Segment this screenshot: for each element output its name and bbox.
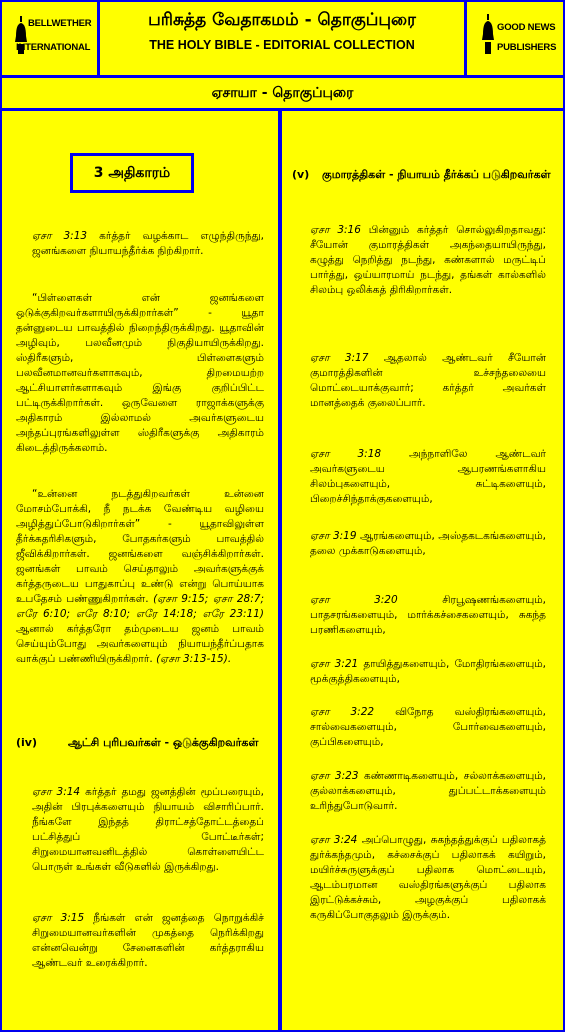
cross-references: (ஏசா 9:15; ஏசா 28:7; எரே 6:10; எரே 8:10; எரே 14:18; எரே 23:11) xyxy=(16,593,264,620)
paragraph-3-24 xyxy=(310,833,546,923)
right-column xyxy=(282,111,563,1030)
paragraph-3-19 xyxy=(310,529,546,559)
section-number: (v) xyxy=(292,168,310,181)
paragraph-3-21 xyxy=(310,657,546,687)
paragraph-3-23 xyxy=(310,769,546,814)
subtitle: ஏசாயா - தொகுப்புரை xyxy=(211,85,354,101)
chapter-box xyxy=(70,153,194,193)
verse-ref: ஏசா 3:14 xyxy=(32,786,81,798)
paragraph-commentary-1 xyxy=(16,291,264,456)
verse-ref: ஏசா 3:15 xyxy=(32,912,85,924)
paragraph-3-16 xyxy=(310,223,546,298)
right-logo-line2: PUBLISHERS xyxy=(497,42,557,53)
bell-icon xyxy=(481,14,495,58)
section-number: (iv) xyxy=(16,736,37,749)
left-logo-box xyxy=(2,2,97,75)
title-box xyxy=(100,2,464,75)
commentary-text: “உன்னை நடத்துகிறவர்கள் உன்னை மோசம்போக்கி, நீ நடக்க வேண்டிய வழியை அழித்துப்போடுகிறார்கள்” - யூதாவிலுள்ள தீர்க்கதரிசிகளும், போதகர்களும் பாவத்தில் ஜீவிக்கிறார்கள். ஜனங்களை வஞ்சிக்கிறார்கள். ஜனங்கள் பாவம் செய்தாலும் அவர்களுக்குக் கர்த்தருடைய பாதுகாப்பு உண்டு என்று பொய்யாக உபதேசம் பண்ணுகிறார்கள். xyxy=(16,488,264,605)
right-logo-line1: GOOD NEWS xyxy=(497,22,556,33)
verse-text: தாயித்துகளையும், மோதிரங்களையும், மூக்குத்திகளையும், xyxy=(310,658,546,685)
title-tamil: பரிசுத்த வேதாகமம் - தொகுப்புரை xyxy=(148,10,416,30)
paragraph-3-18 xyxy=(310,447,546,507)
left-logo-line2: INTERNATIONAL xyxy=(16,42,91,53)
section-title: குமாரத்திகள் - நியாயம் தீர்க்கப் படுகிறவர்கள் xyxy=(322,168,551,181)
section-title: ஆட்சி புரிபவர்கள் - ஒடுக்குகிறவர்கள் xyxy=(68,736,259,749)
verse-ref: ஏசா 3:24 xyxy=(310,834,358,846)
verse-text: அந்நாளிலே ஆண்டவர் அவர்களுடைய ஆபரணங்களாகிய சிலம்புகளையும், சுட்டிகளையும், பிறைச்சிந்தாக்குகளையும், xyxy=(310,448,546,505)
paragraph-commentary-2 xyxy=(16,487,264,667)
cross-reference: (ஏசா 3:13-15). xyxy=(152,653,232,665)
verse-text: விநோத வஸ்திரங்களையும், சால்வைகளையும், போர்வைகளையும், குப்பிகளையும், xyxy=(310,706,547,748)
verse-text: கண்ணாடிகளையும், சல்லாக்களையும், குல்லாக்களையும், துப்பட்டாக்களையும் உரிந்துபோடுவார். xyxy=(310,770,546,812)
chapter-label: 3 அதிகாரம் xyxy=(73,156,191,190)
verse-text: கர்த்தர் வழக்காட எழுந்திருந்து, ஜனங்களை நியாயந்தீர்க்க நிற்கிறார். xyxy=(32,230,264,257)
verse-text: சிரபூஷணங்களையும், பாதசரங்களையும், மார்க்கச்சைகளையும், சுகந்த பரணிகளையும், xyxy=(310,594,547,636)
commentary-text: “பிள்ளைகள் என் ஜனங்களை ஒடுக்குகிறவர்களாயிருக்கிறார்கள்” - யூதா தன்னுடைய பாவத்தில் நிறைந்திருக்கிறது. யூதாவின் அழிவும், பலவீனமும் நிகுதியாயிருக்கிறது. ஸ்திரீகளும், பிள்ளைகளும் பலவீனமானவர்களாகவும், திறமையற்ற ஆட்சியாளர்களாகவும் இங்கு குறிப்பிட்ட பட்டிருக்கிறார்கள். ஒருவேளை ராஜாக்களுக்கு அதிகாரம் இல்லாமல் அவர்களுடைய அந்தப்புரங்களிலுள்ள ஸ்திரீகளுக்கு அதிகாரம் கிடைத்திருக்கலாம். xyxy=(16,292,264,454)
verse-ref: ஏசா 3:21 xyxy=(310,658,359,670)
commentary-text: ஆனால் கர்த்தரோ தம்முடைய ஜனம் பாவம் செய்யும்போது அவர்களையும் நியாயந்தீர்ப்பதாக வாக்குப் பண்ணியிருக்கிறார். xyxy=(16,623,264,665)
verse-text: அப்பொழுது, சுகந்தத்துக்குப் பதிலாகத் துர்க்கந்தமும், கச்சைக்குப் பதிலாகக் கயிறும், மயிர்ச்சுருளுக்குப் பதிலாக மொட்டையும், ஆடம்பரமான வஸ்திரங்களுக்குப் பதிலாக இரட்டுக்கச்சும், அழகுக்குப் பதிலாகக் கருகிப்போகுதலும் இருக்கும். xyxy=(310,834,546,921)
verse-text: ஆரங்களையும், அஸ்தகடகங்களையும், தலை முக்காடுகளையும், xyxy=(310,530,546,557)
left-column xyxy=(2,111,278,1030)
title-english: THE HOLY BIBLE - EDITORIAL COLLECTION xyxy=(149,38,415,52)
verse-text: ஆதலால் ஆண்டவர் சீயோன் குமாரத்திகளின் உச்சந்தலையை மொட்டையாக்குவார்; கர்த்தர் அவர்கள் மானத்தைக் குலைப்பார். xyxy=(310,352,546,409)
left-logo-line1: BELLWETHER xyxy=(28,18,92,29)
verse-ref: ஏசா 3:17 xyxy=(310,352,369,364)
section-heading-v xyxy=(292,167,552,199)
verse-ref: ஏசா 3:23 xyxy=(310,770,359,782)
paragraph-3-13 xyxy=(32,229,264,259)
verse-ref: ஏசா 3:22 xyxy=(310,706,375,718)
section-heading-iv xyxy=(16,735,268,767)
verse-ref: ஏசா 3:13 xyxy=(32,230,88,242)
verse-text: பின்னும் கர்த்தர் சொல்லுகிறதாவது: சீயோன் குமாரத்திகள் அகந்தையாயிருந்து, கழுத்து நெறித்து நடந்து, கண்களால் மருட்டிப் பார்த்து, ஒய்யாரமாய் நடந்து, தங்கள் கால்களில் சிலம்பு ஒலிக்கத் திரிகிறார்கள். xyxy=(310,224,546,296)
verse-text: நீங்கள் என் ஜனத்தை நொறுக்கிச் சிறுமையானவர்களின் முகத்தை நெரிக்கிறது என்னவென்று சேனைகளின் கர்த்தராகிய ஆண்டவர் உரைக்கிறார். xyxy=(32,912,264,969)
verse-ref: ஏசா 3:18 xyxy=(310,448,382,460)
subtitle-box xyxy=(2,78,563,108)
paragraph-3-22 xyxy=(310,705,546,750)
paragraph-3-17 xyxy=(310,351,546,411)
paragraph-3-20 xyxy=(310,593,546,638)
paragraph-3-15 xyxy=(32,911,264,971)
verse-text: கர்த்தர் தமது ஜனத்தின் மூப்பரையும், அதின் பிரபுக்களையும் நியாயம் விசாரிப்பார். நீங்களே இந்தத் திராட்சத்தோட்டத்தைப் பட்சித்துப் போட்டீர்கள்; சிறுமையானவனிடத்தில் கொள்ளையிட்ட பொருள் உங்கள் வீடுகளில் இருக்கிறது. xyxy=(32,786,264,873)
verse-ref: ஏசா 3:16 xyxy=(310,224,361,236)
paragraph-3-14 xyxy=(32,785,264,875)
verse-ref: ஏசா 3:19 xyxy=(310,530,357,542)
right-logo-box xyxy=(467,2,563,75)
verse-ref: ஏசா 3:20 xyxy=(310,594,398,606)
